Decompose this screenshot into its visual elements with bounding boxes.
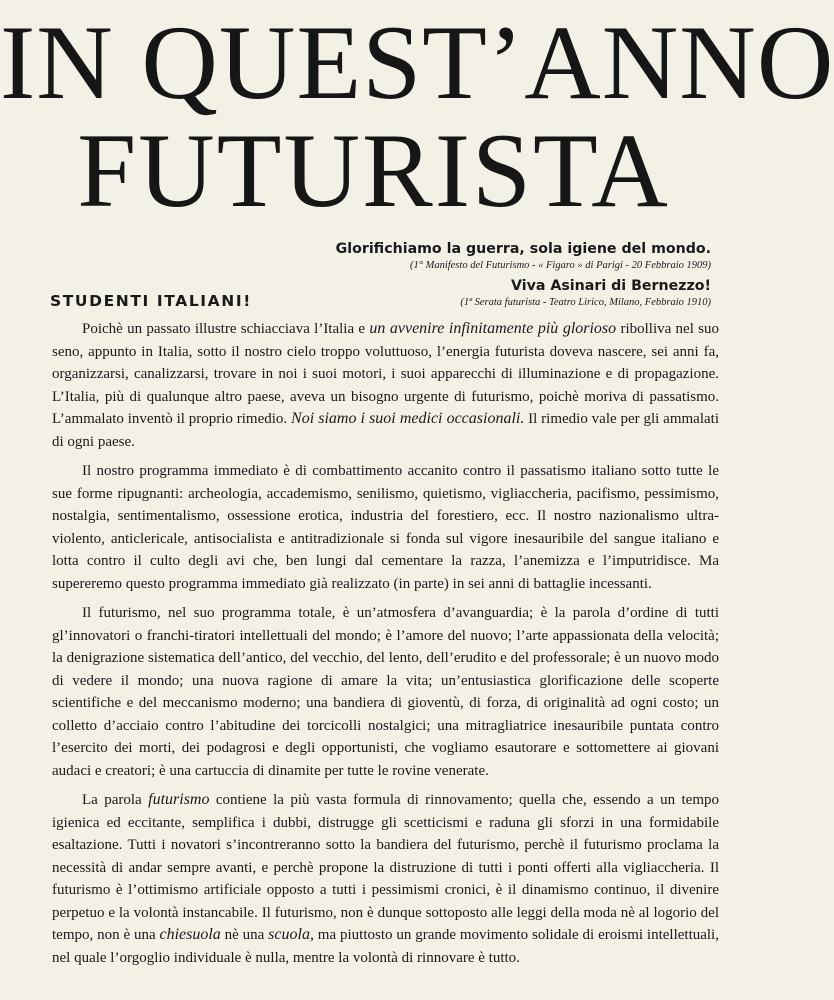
epigraph-1-text: Glorifichiamo la guerra, sola igiene del mondo. [335, 241, 711, 257]
title-line-1: IN QUEST’ANNO [0, 4, 834, 121]
paragraph-3-text: Il futurismo, nel suo programma totale, è un’atmosfera d’avanguardia; è la parola d’ordine di tutti gl’innovatori o franchi-tiratori intellettuali del mondo; è l’amore del nuovo; l’arte appassionata della velocità; la denigrazione sistematica dell’antico, del vecchio, del lento, dell’erudito e del professorale; è un nuovo modo di vedere il mondo; una nuova ragione di amare la vita; un’entusiastica glorificazione delle scoperte scientifiche e del meccanismo moderno; una bandiera di gioventù, di forza, di originalità ad ogni costo; un colletto d’acciaio contro l’abitudine dei torcicolli nostalgici; una mitragliatrice inesauribile puntata contro l’esercito dei morti, dei podagrosi e degli opportunisti, che vogliamo esautorare e sottomettere ai giovani audaci e creatori; è una cartuccia di dinamite per tutte le rovine venerate. [52, 605, 719, 779]
paragraph-4-emphasis-1: futurismo [148, 791, 210, 808]
paragraph-1-text-a: Poichè un passato illustre schiacciava l’Italia e [82, 321, 370, 337]
paragraph-1-emphasis-2: Noi siamo i suoi medici occasionali. [291, 410, 525, 427]
epigraph-1 [336, 240, 711, 273]
paragraph-1 [52, 318, 719, 453]
paragraph-2 [52, 460, 719, 595]
paragraph-1-text-b: ribolliva nel suo seno, appunto in Italia, sotto il nostro cielo troppo voluttuoso, l’energia futurista doveva nascere, sei anni fa, organizzarsi, canalizzarsi, trovare in noi i suoi motori, i suoi apparecchi di illuminazione e di propagazione. L’Italia, più di qualunque altro paese, aveva un bisogno urgente di futurismo, poichè moriva di passatismo. L’ammalato inventò il proprio rimedio. [52, 321, 719, 427]
paragraph-4-text-a: La parola [82, 792, 149, 808]
epigraph-2-source: (1ª Serata futurista - Teatro Lirico, Milano, Febbraio 1910) [460, 297, 711, 308]
paragraph-4-emphasis-2: chiesuola [159, 926, 221, 943]
title-line-2: FUTURISTA [77, 112, 670, 229]
epigraph-2-text: Viva Asinari di Bernezzo! [511, 278, 711, 294]
epigraph-2 [460, 277, 711, 310]
paragraph-1-emphasis-1: un avvenire infinitamente più glorioso [369, 320, 617, 337]
body-text [52, 318, 719, 976]
paragraph-1-text-c: Il rimedio vale per gli ammalati di ogni paese. [52, 411, 719, 450]
paragraph-4-text-c: nè una [220, 927, 269, 943]
epigraph-1-source: (1° Manifesto del Futurismo - « Figaro » di Parigi - 20 Febbraio 1909) [410, 260, 711, 271]
paragraph-4-emphasis-3: scuola, [268, 926, 314, 943]
paragraph-2-text: Il nostro programma immediato è di combattimento accanito contro il passatismo italiano sotto tutte le sue forme ripugnanti: archeologia, accademismo, senilismo, quietismo, vigliaccheria, pacifismo, pessimismo, nostalgia, sentimentalismo, ossessione erotica, industria del forestiero, ecc. Il nostro nazionalismo ultra-violento, anticlericale, antisocialista e antitradizionale si fonda sul vigore inesauribile del sangue italiano e lotta contro il culto degli avi che, ben lungi dal cementare la razza, l’anemizza e l’imputridisce. Ma supereremo questo programma immediato già realizzato (in parte) in sei anni di battaglie incessanti. [52, 463, 719, 592]
paragraph-4 [52, 789, 719, 969]
paragraph-4-text-b: contiene la più vasta formula di rinnovamento; quella che, essendo a un tempo igienica ed eccitante, semplifica i dubbi, distrugge gli scetticismi e raduna gli sforzi in una formidabile esaltazione. Tutti i novatori s’incontreranno sotto la bandiera del futurismo, perchè il futurismo proclama la necessità di andar sempre avanti, e perchè propone la distruzione di tutti i ponti offerti alla vigliaccheria. Il futurismo è l’ottimismo artificiale opposto a tutti i pessimismi cronici, è il dinamismo continuo, il divenire perpetuo e la volontà instancabile. Il futurismo, non è dunque sottoposto alle leggi della moda nè al logorio del tempo, non è una [52, 792, 719, 943]
paragraph-4-text-d: ma piuttosto un grande movimento solidale di eroismi intellettuali, nel quale l’orgoglio individuale è nulla, mentre la volontà di rinnovare è tutto. [52, 927, 719, 966]
paragraph-3 [52, 602, 719, 782]
salutation: STUDENTI ITALIANI! [50, 292, 252, 310]
